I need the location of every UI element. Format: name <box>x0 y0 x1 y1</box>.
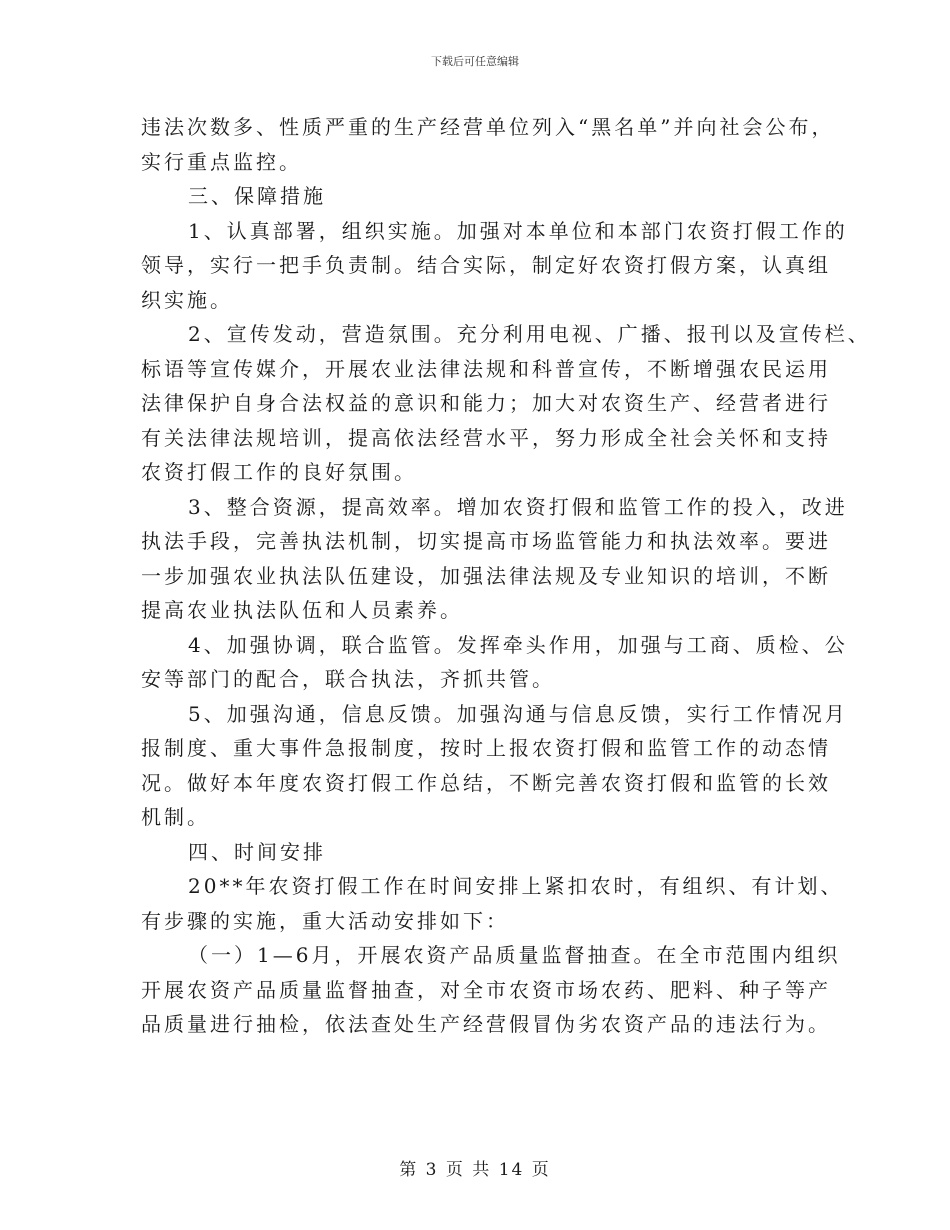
body-text <box>141 110 871 1042</box>
text-line: 领导，实行一把手负责制。结合实际，制定好农资打假方案，认真组 <box>141 253 831 277</box>
text-line: 法律保护自身合法权益的意识和能力；加大对农资生产、经营者进行 <box>141 391 831 415</box>
page-header: 下载后可任意编辑 <box>431 55 519 68</box>
text-line: 农资打假工作的良好氛围。 <box>141 460 417 484</box>
text-line: （一）1—6月，开展农资产品质量监督抽查。在全市范围内组织 <box>188 943 841 967</box>
text-line: 织实施。 <box>141 287 233 312</box>
text-line: 违法次数多、性质严重的生产经营单位列入“黑名单”并向社会公布， <box>141 115 835 139</box>
text-line: 开展农资产品质量监督抽查，对全市农资市场农药、肥料、种子等产 <box>141 977 831 1002</box>
text-line: 20**年农资打假工作在时间安排上紧扣农时，有组织、有计划、 <box>188 874 844 898</box>
text-line: 标语等宣传媒介，开展农业法律法规和科普宣传，不断增强农民运用 <box>141 356 831 381</box>
section-heading: 三、保障措施 <box>188 184 326 208</box>
text-line: 2、宣传发动，营造氛围。充分利用电视、广播、报刊以及宣传栏、 <box>188 322 871 346</box>
text-line: 实行重点监控。 <box>141 149 302 174</box>
text-line: 5、加强沟通，信息反馈。加强沟通与信息反馈，实行工作情况月 <box>188 701 848 726</box>
text-line: 4、加强协调，联合监管。发挥牵头作用，加强与工商、质检、公 <box>188 632 848 657</box>
text-line: 安等部门的配合，联合执法，齐抓共管。 <box>141 667 555 691</box>
text-line: 3、整合资源，提高效率。增加农资打假和监管工作的投入，改进 <box>188 494 848 519</box>
text-line: 况。做好本年度农资打假工作总结，不断完善农资打假和监管的长效 <box>141 770 831 795</box>
section-heading: 四、时间安排 <box>188 839 326 864</box>
text-line: 一步加强农业执法队伍建设，加强法律法规及专业知识的培训，不断 <box>141 563 831 588</box>
text-line: 品质量进行抽检，依法查处生产经营假冒伪劣农资产品的违法行为。 <box>141 1012 831 1036</box>
text-line: 报制度、重大事件急报制度，按时上报农资打假和监管工作的动态情 <box>141 736 831 760</box>
text-line: 有关法律法规培训，提高依法经营水平，努力形成全社会关怀和支持 <box>141 425 831 450</box>
text-line: 有步骤的实施，重大活动安排如下： <box>141 908 509 933</box>
text-line: 执法手段，完善执法机制，切实提高市场监管能力和执法效率。要进 <box>141 529 831 553</box>
text-line: 机制。 <box>141 805 210 829</box>
text-line: 提高农业执法队伍和人员素养。 <box>141 598 463 622</box>
text-line: 1、认真部署，组织实施。加强对本单位和本部门农资打假工作的 <box>188 218 848 243</box>
page-number: 第 3 页 共 14 页 <box>399 1160 551 1180</box>
